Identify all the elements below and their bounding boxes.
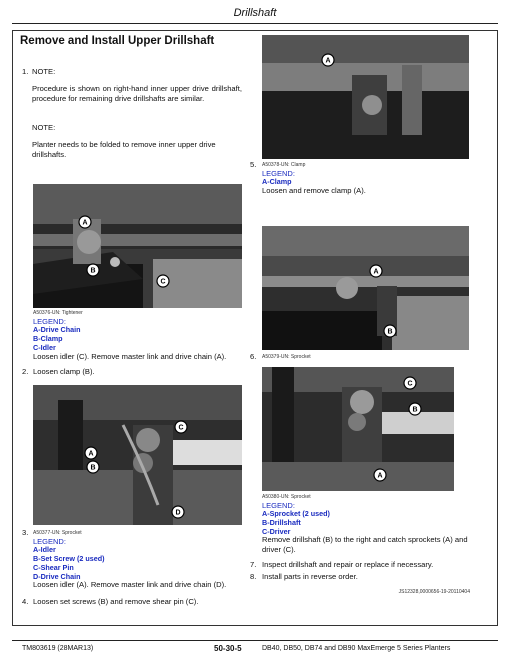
tightener-illustration (33, 184, 242, 308)
step-5-text: Loosen and remove clamp (A). (262, 186, 366, 195)
legend-3-b: B-Set Screw (2 used) (33, 554, 105, 563)
callout-a (79, 216, 91, 228)
step-4-number: 4. (22, 597, 29, 606)
legend-3-c: C-Shear Pin (33, 563, 74, 572)
fig-id-tightener: A50376-UN: Tightener (33, 310, 83, 316)
step-6-text: Remove drillshaft (B) to the right and catch sprockets (A) and driver (C). (262, 535, 468, 554)
svg-text:D: D (175, 509, 181, 517)
callout-a (85, 447, 97, 459)
svg-text:B: B (90, 267, 96, 275)
legend-1-b: B-Clamp (33, 334, 63, 343)
step-3-text: Loosen idler (A). Remove master link and drive chain (D). (33, 580, 227, 589)
callout-b (409, 403, 421, 415)
sprocket-right-lower-illustration (262, 367, 454, 491)
legend-title-5: LEGEND: (262, 169, 295, 178)
step-4-text: Loosen set screws (B) and remove shear pin (C). (33, 597, 199, 606)
legend-5-a: A-Clamp (262, 177, 292, 186)
callout-b (87, 264, 99, 276)
step-7-number: 7. (250, 560, 257, 569)
callout-b (87, 461, 99, 473)
photo-clamp (262, 35, 469, 159)
step-1-text: Loosen idler (C). Remove master link and drive chain (A). (33, 352, 227, 361)
footer-rule (12, 640, 498, 641)
clamp-illustration (262, 35, 469, 159)
svg-text:C: C (160, 278, 166, 286)
page-header (12, 4, 498, 24)
footer-product: DB40, DB50, DB74 and DB90 MaxEmerge 5 Series Planters (262, 645, 451, 652)
step-8-text: Install parts in reverse order. (262, 572, 358, 581)
reference-code: JS12328,0000656-19-20110404 (398, 589, 470, 595)
photo-sprocket-left (33, 385, 242, 525)
legend-title-6: LEGEND: (262, 501, 295, 510)
callout-c (175, 421, 187, 433)
callout-d (172, 506, 184, 518)
legend-3-a: A-Idler (33, 545, 56, 554)
svg-text:C: C (407, 380, 413, 388)
photo-sprocket-right-upper (262, 226, 469, 350)
fig-id-sprocket-right-upper: A50379-UN: Sprocket (262, 354, 311, 360)
svg-text:C: C (178, 424, 184, 432)
legend-3-d: D-Drive Chain (33, 572, 81, 581)
svg-text:B: B (412, 406, 418, 414)
legend-title-1: LEGEND: (33, 317, 66, 326)
legend-1-a: A-Drive Chain (33, 325, 81, 334)
photo-tightener (33, 184, 242, 308)
step-2-text: Loosen clamp (B). (33, 367, 95, 376)
step-3-number: 3. (22, 528, 29, 537)
callout-a (374, 469, 386, 481)
note-2-label: NOTE: (32, 123, 56, 132)
svg-text:B: B (387, 328, 393, 336)
step-7-text: Inspect drillshaft and repair or replace if necessary. (262, 560, 434, 569)
legend-6-c: C-Driver (262, 527, 291, 536)
svg-text:A: A (325, 57, 331, 65)
legend-6-a: A-Sprocket (2 used) (262, 509, 330, 518)
svg-text:A: A (377, 472, 383, 480)
step-5-number: 5. (250, 160, 257, 169)
legend-6-b: B-Drillshaft (262, 518, 301, 527)
callout-b (384, 325, 396, 337)
callout-a (322, 54, 334, 66)
step-1-number: 1. (22, 67, 29, 76)
callout-c (404, 377, 416, 389)
note-2-text: Planter needs to be folded to remove inner upper drive drillshafts. (32, 140, 216, 159)
fig-id-clamp: A50378-UN: Clamp (262, 162, 306, 168)
callout-a (370, 265, 382, 277)
sprocket-right-upper-illustration (262, 226, 469, 350)
fig-id-sprocket-left: A50377-UN: Sprocket (33, 530, 82, 536)
step-2-number: 2. (22, 367, 29, 376)
fig-id-sprocket-right-lower: A50380-UN: Sprocket (262, 494, 311, 500)
callout-c (157, 275, 169, 287)
svg-text:A: A (82, 219, 88, 227)
svg-text:B: B (90, 464, 96, 472)
footer-doc-id: TM803619 (28MAR13) (22, 645, 94, 652)
footer-page-number: 50-30-5 (214, 644, 242, 653)
legend-1-c: C-Idler (33, 343, 56, 352)
svg-text:A: A (373, 268, 379, 276)
legend-title-3: LEGEND: (33, 537, 66, 546)
photo-sprocket-right-lower (262, 367, 454, 491)
sprocket-left-illustration (33, 385, 242, 525)
note-1-text: Procedure is shown on right-hand inner upper drive drillshaft, procedure for remaining drive drillshafts are similar. (32, 84, 242, 103)
step-8-number: 8. (250, 572, 257, 581)
svg-text:A: A (88, 450, 94, 458)
step-6-number: 6. (250, 352, 257, 361)
header-title: Drillshaft (233, 7, 277, 19)
note-1-label: NOTE: (32, 67, 56, 76)
section-title: Remove and Install Upper Drillshaft (20, 35, 215, 47)
